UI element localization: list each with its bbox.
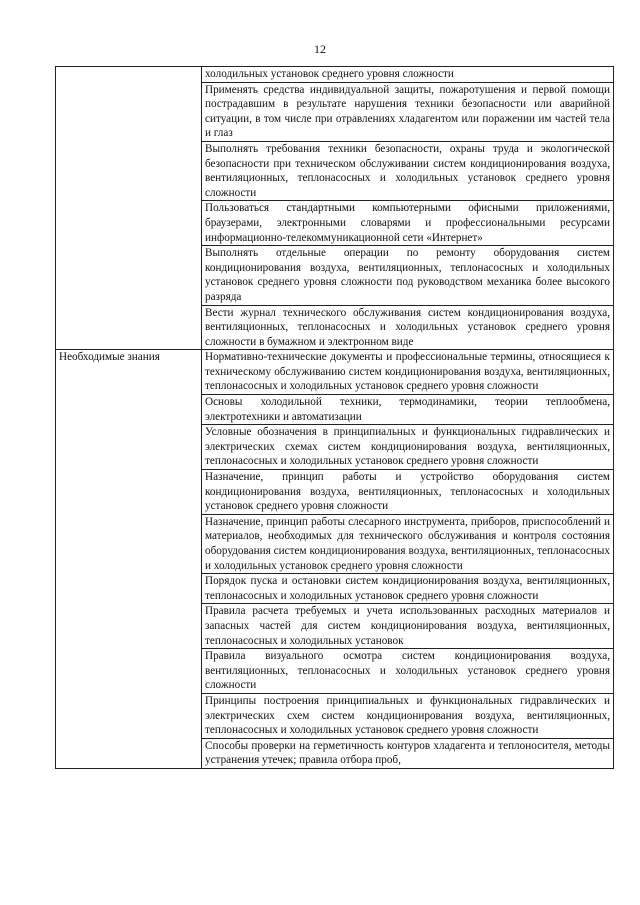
knowledge-item: Назначение, принцип работы и устройство оборудования систем кондиционирования воздуха, вентиляционных, теплонасосных и холодильных установок среднего уровня сложности bbox=[202, 470, 614, 515]
knowledge-item: Основы холодильной техники, термодинамики, теории теплообмена, электротехники и автоматизации bbox=[202, 395, 614, 425]
knowledge-item: Правила расчета требуемых и учета использованных расходных материалов и запасных частей для систем кондиционирования воздуха, вентиляционных, теплонасосных и холодильных установок bbox=[202, 604, 614, 649]
table-row bbox=[56, 67, 614, 83]
knowledge-item: Порядок пуска и остановки систем кондиционирования воздуха, вентиляционных, теплонасосных и холодильных установок среднего уровня сложности bbox=[202, 574, 614, 604]
knowledge-item: Условные обозначения в принципиальных и функциональных гидравлических и электрических схемах систем кондиционирования воздуха, вентиляционных, теплонасосных и холодильных установок среднего уровня сложности bbox=[202, 425, 614, 470]
page-number: 12 bbox=[314, 42, 326, 56]
knowledge-item: Принципы построения принципиальных и функциональных гидравлических и электрических схем систем кондиционирования воздуха, вентиляционных, теплонасосных и холодильных установок среднего уровня сложности bbox=[202, 693, 614, 738]
knowledge-label: Необходимые знания bbox=[56, 350, 202, 769]
skill-item: Применять средства индивидуальной защиты, пожаротушения и первой помощи пострадавшим в результате нарушения техники безопасности или аварийной ситуации, в том числе при отравлениях хладагентом или поражении им частей тела и глаз bbox=[202, 82, 614, 141]
skills-label-cell bbox=[56, 67, 202, 350]
table-row bbox=[56, 350, 614, 395]
skill-item: Вести журнал технического обслуживания систем кондиционирования воздуха, вентиляционных, теплонасосных и холодильных установок среднего уровня сложности в бумажном и электронном виде bbox=[202, 305, 614, 350]
skill-item: холодильных установок среднего уровня сложности bbox=[202, 67, 614, 83]
skill-item: Выполнять требования техники безопасности, охраны труда и экологической безопасности при техническом обслуживании систем кондиционирования воздуха, вентиляционных, теплонасосных и холодильных установок среднего уровня сложности bbox=[202, 141, 614, 200]
skill-item: Пользоваться стандартными компьютерными офисными приложениями, браузерами, электронными словарями и профессиональными ресурсами информационно-телекоммуникационной сети «Интернет» bbox=[202, 201, 614, 246]
knowledge-item: Нормативно-технические документы и профессиональные термины, относящиеся к техническому обслуживанию систем кондиционирования воздуха, вентиляционных, теплонасосных и холодильных установок среднего уровня сложности bbox=[202, 350, 614, 395]
knowledge-item: Способы проверки на герметичность контуров хладагента и теплоносителя, методы устранения утечек; правила отбора проб, bbox=[202, 738, 614, 768]
knowledge-item: Правила визуального осмотра систем кондиционирования воздуха, вентиляционных, теплонасосных и холодильных установок среднего уровня сложности bbox=[202, 649, 614, 694]
knowledge-skills-table bbox=[55, 66, 614, 769]
knowledge-item: Назначение, принцип работы слесарного инструмента, приборов, приспособлений и материалов, необходимых для технического обслуживания и контроля состояния оборудования систем кондиционирования воздуха, вентиляционных, теплонасосных и холодильных установок среднего уровня сложности bbox=[202, 514, 614, 573]
skill-item: Выполнять отдельные операции по ремонту оборудования систем кондиционирования воздуха, вентиляционных, теплонасосных и холодильных установок среднего уровня сложности под руководством механика более высокого разряда bbox=[202, 246, 614, 305]
